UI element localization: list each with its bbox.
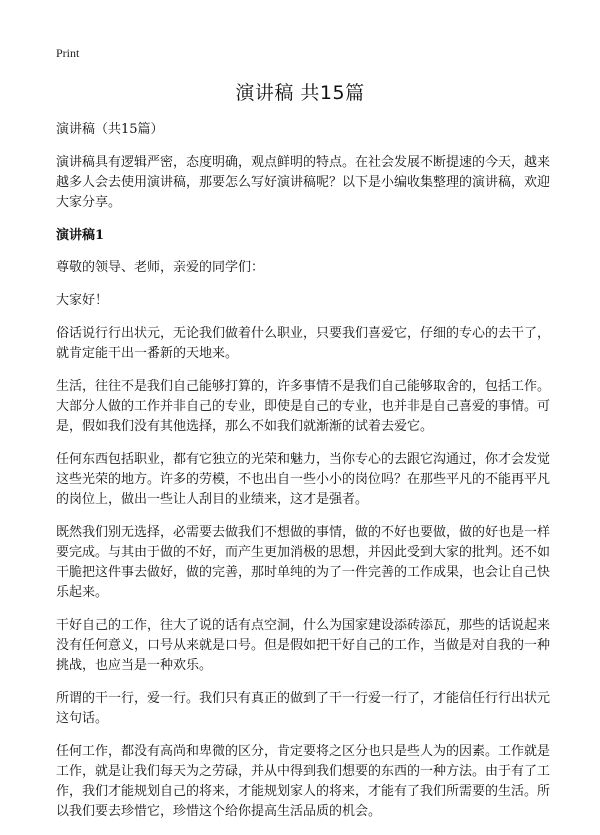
- greeting-paragraph: 大家好！: [56, 293, 109, 308]
- page-title: 演讲稿 共15篇: [235, 82, 365, 104]
- print-link[interactable]: Print: [56, 46, 80, 60]
- body-paragraph: 所谓的干一行，爱一行。我们只有真正的做到了干一行爱一行了，才能信任行行出状元这句话。: [56, 691, 551, 726]
- document-subtitle: 演讲稿（共15篇）: [56, 122, 164, 137]
- document-body: [56, 120, 556, 835]
- body-paragraph: 既然我们别无选择，必需要去做我们不想做的事情，做的不好也要做，做的好也是一样要完成。与其由于做的不好，而产生更加消极的思想，并因此受到大家的批判。还不如干脆把这件事去做好，做的完善，那时单纯的为了一件完善的工作成果，也会让自己快乐起来。: [56, 525, 551, 600]
- body-paragraph: 生活，往往不是我们自己能够打算的，许多事情不是我们自己能够取舍的，包括工作。大部分人做的工作并非自己的专业，即使是自己的专业，也并非是自己喜爱的事情。可是，假如我们没有其他选择，那么不如我们就渐渐的试着去爱它。: [56, 379, 551, 434]
- body-paragraph: 俗话说行行出状元，无论我们做着什么职业，只要我们喜爱它，仔细的专心的去干了，就肯定能干出一番新的天地来。: [56, 326, 551, 361]
- body-paragraph: 干好自己的工作，往大了说的话有点空洞，什么为国家建设添砖添瓦，那些的话说起来没有任何意义，口号从来就是口号。但是假如把干好自己的工作，当做是对自我的一种挑战，也应当是一种欢乐。: [56, 618, 551, 673]
- salutation-paragraph: 尊敬的领导、老师，亲爱的同学们：: [56, 260, 265, 275]
- body-paragraph: 任何东西包括职业，都有它独立的光荣和魅力，当你专心的去跟它沟通过，你才会发觉这些光荣的地方。许多的劳模，不也出自一些小小的岗位吗？在那些平凡的不能再平凡的岗位上，做出一些让人刮目的业绩来，这才是强者。: [56, 452, 551, 507]
- body-paragraph: 任何工作，都没有高尚和卑微的区分，肯定要将之区分也只是些人为的因素。工作就是工作，就是让我们每天为之劳碌，并从中得到我们想要的东西的一种方法。由于有了工作，我们才能规划自己的将来，才能规划家人的将来，才能有了我们所需要的生活。所以我们要去珍惜它，珍惜这个给你提高生活品质的机会。: [56, 744, 551, 819]
- section-heading: 演讲稿1: [56, 228, 105, 243]
- intro-paragraph: 演讲稿具有逻辑严密，态度明确，观点鲜明的特点。在社会发展不断提速的今天，越来越多人会去使用演讲稿，那要怎么写好演讲稿呢？以下是小编收集整理的演讲稿，欢迎大家分享。: [56, 155, 551, 210]
